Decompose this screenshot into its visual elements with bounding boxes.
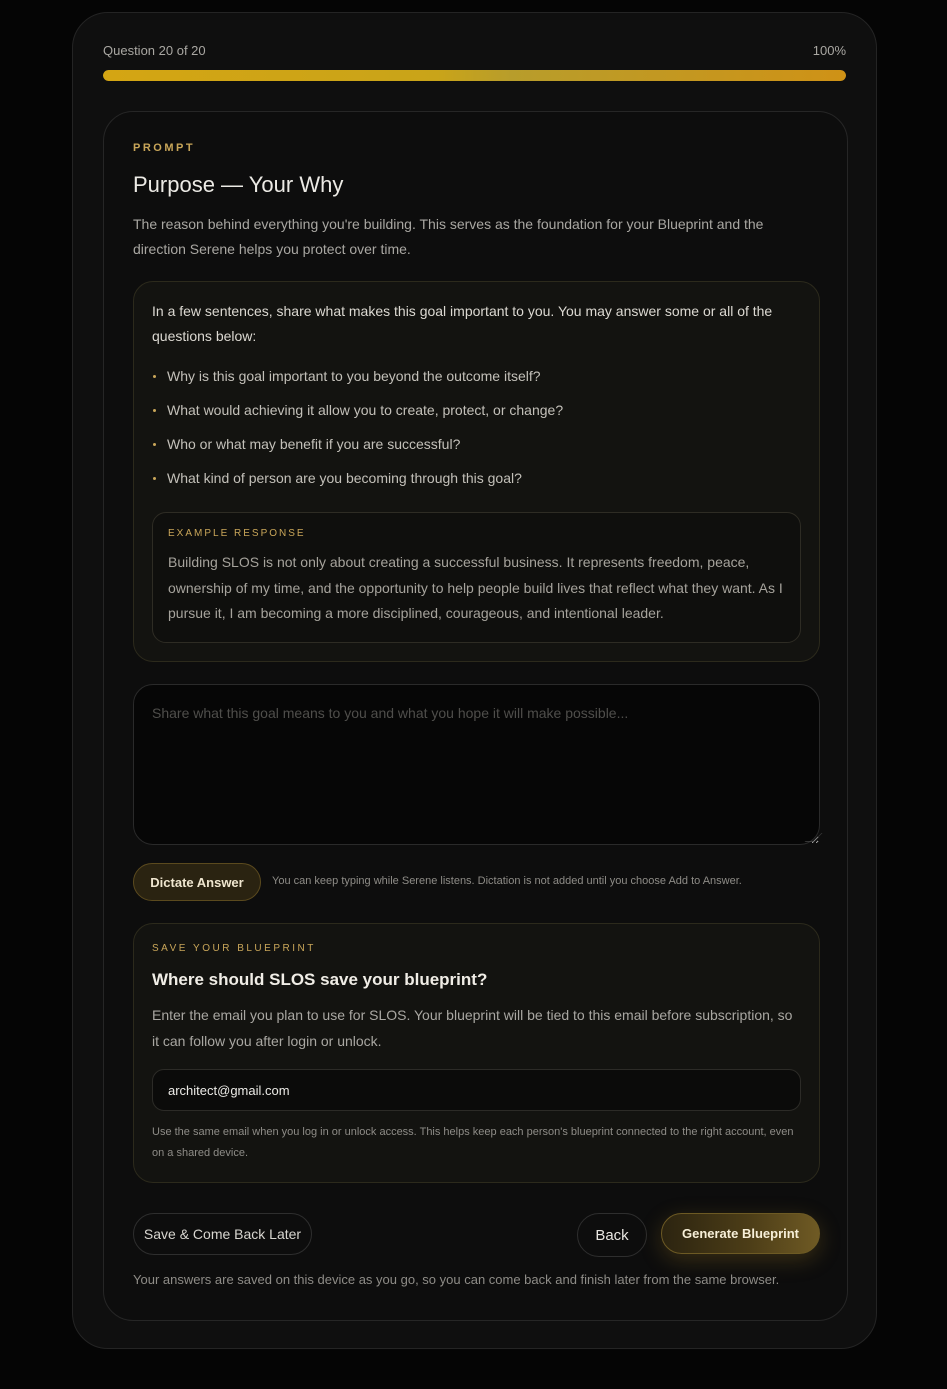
email-note: Use the same email when you log in or unlock access. This helps keep each person's blueprint connected to the right account, even on a shared device. (152, 1126, 794, 1159)
question-text: Why is this goal important to you beyond the outcome itself? (167, 368, 541, 384)
question-text: Who or what may benefit if you are successful? (167, 436, 461, 452)
dictation-note: You can keep typing while Serene listens. Dictation is not added until you choose Add to Answer. (272, 875, 742, 887)
example-label: EXAMPLE RESPONSE (168, 528, 306, 539)
questions-list (152, 364, 563, 500)
questions-intro: In a few sentences, share what makes this goal important to you. You may answer some or all of the questions below: (152, 303, 773, 344)
guiding-questions-panel (133, 281, 820, 662)
dictate-answer-button[interactable]: Dictate Answer (133, 863, 261, 901)
list-item (152, 432, 563, 466)
quiz-container (72, 12, 877, 1349)
progress-bar (103, 70, 846, 81)
page-title: Purpose — Your Why (133, 172, 344, 197)
bullet-icon (153, 443, 156, 446)
progress-header (103, 43, 846, 58)
save-blueprint-panel (133, 923, 820, 1183)
example-response-box (152, 512, 801, 643)
example-text: Building SLOS is not only about creating a successful business. It represents freedom, peace, ownership of my time, and the opportunity to help people build lives that reflect what they want. As I pursue it, I am becoming a more disciplined, courageous, and intentional leader. (168, 554, 783, 621)
progress-bar-fill (103, 70, 846, 81)
bullet-icon (153, 409, 156, 412)
generate-blueprint-button[interactable]: Generate Blueprint (661, 1213, 820, 1254)
question-card (103, 111, 848, 1321)
list-item (152, 466, 563, 500)
list-item (152, 364, 563, 398)
save-eyebrow: SAVE YOUR BLUEPRINT (152, 943, 316, 954)
list-item (152, 398, 563, 432)
bullet-icon (153, 477, 156, 480)
save-description: Enter the email you plan to use for SLOS. Your blueprint will be tied to this email before subscription, so it can follow you after login or unlock. (152, 1007, 793, 1049)
answer-textarea[interactable] (133, 684, 820, 845)
save-come-back-later-button[interactable]: Save & Come Back Later (133, 1213, 312, 1255)
prompt-eyebrow: PROMPT (133, 142, 196, 154)
autosave-note: Your answers are saved on this device as you go, so you can come back and finish later from the same browser. (133, 1272, 780, 1287)
question-text: What kind of person are you becoming through this goal? (167, 470, 522, 486)
save-title: Where should SLOS save your blueprint? (152, 970, 488, 989)
email-field[interactable] (152, 1069, 801, 1111)
progress-percent: 100% (812, 43, 846, 58)
bullet-icon (153, 375, 156, 378)
prompt-description: The reason behind everything you're building. This serves as the foundation for your Blueprint and the direction Serene helps you protect over time. (133, 216, 764, 257)
question-counter: Question 20 of 20 (103, 43, 206, 58)
question-text: What would achieving it allow you to create, protect, or change? (167, 402, 564, 418)
back-button[interactable]: Back (577, 1213, 647, 1257)
